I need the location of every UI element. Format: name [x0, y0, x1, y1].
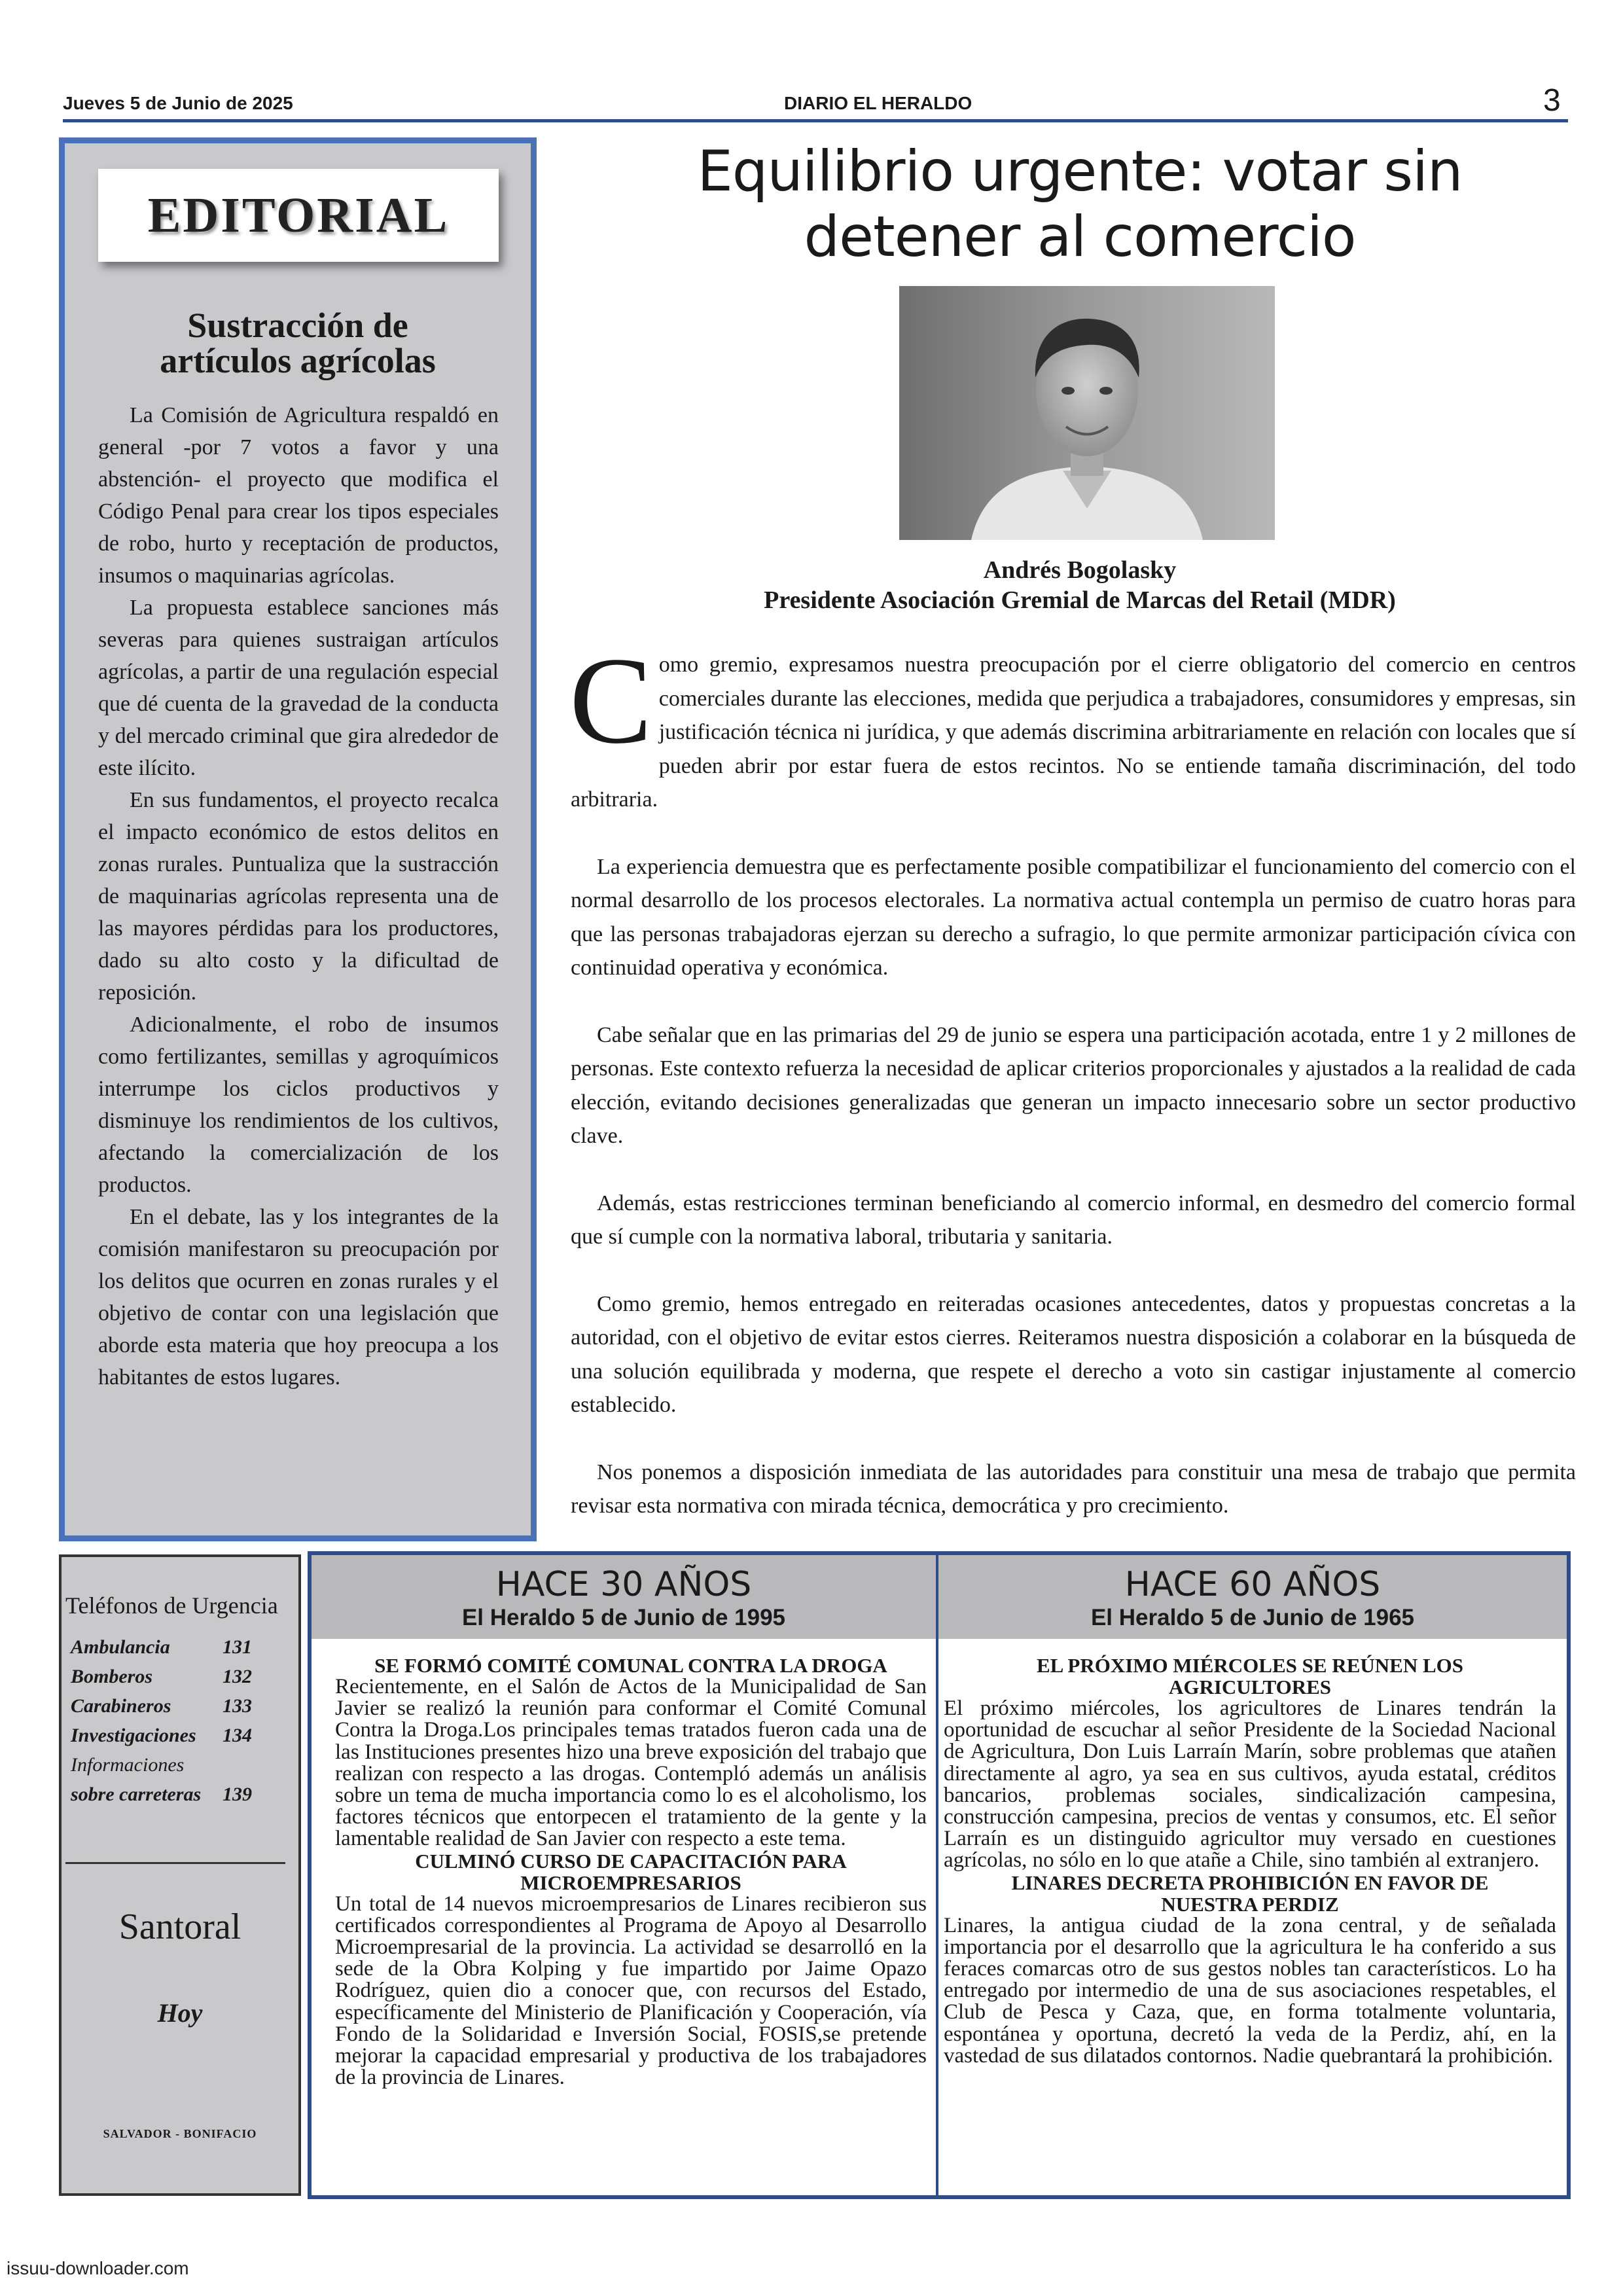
article-headline-line2: detener al comercio: [804, 204, 1356, 270]
editorial-paragraph: En el debate, las y los integrantes de la comisión manifestaron su preocupación por los delitos que ocurren en zonas rurales y el objetivo de contar con una legislación que aborde esta materia que hoy preocupa a los habitantes de estos lugares.: [98, 1205, 499, 1390]
hace30-heading: HACE 30 AÑOS: [495, 1565, 752, 1604]
santoral-names: SALVADOR - BONIFACIO: [103, 2127, 257, 2140]
article-paragraph: Cabe señalar que en las primarias del 29 de junio se espera una participación acotada, entre 1 y 2 millones de personas. Este contexto refuerza la necesidad de aplicar criterios proporcionales y ajustados a la realidad de cada elección, evitando decisiones generalizadas que generan un impacto innecesario sobre un sector productivo clave.: [571, 1022, 1576, 1148]
hace60-content: [944, 1655, 1556, 2067]
hace30-story1-title: SE FORMÓ COMITÉ COMUNAL CONTRA LA DROGA: [374, 1654, 887, 1677]
hace60-story1-title: EL PRÓXIMO MIÉRCOLES SE REÚNEN LOS AGRICULTORES: [1037, 1654, 1463, 1698]
article-paragraph: [569, 632, 1576, 817]
article-paragraph: Además, estas restricciones terminan beneficiando al comercio informal, en desmedro del comercio formal que sí cumple con la normativa laboral, tributaria y sanitaria.: [571, 1191, 1576, 1249]
author-role: Presidente Asociación Gremial de Marcas del Retail (MDR): [764, 586, 1396, 614]
editorial-paragraph: La propuesta establece sanciones más severas para quienes sustraigan artículos agrícolas, a partir de una regulación especial que dé cuenta de la gravedad de la conducta y del mercado criminal que gira alrededor de este ilícito.: [98, 596, 499, 780]
urgency-label: Investigaciones: [71, 1725, 196, 1746]
hace60-heading: HACE 60 AÑOS: [1124, 1565, 1381, 1604]
hace30-subheading: El Heraldo 5 de Junio de 1995: [461, 1605, 786, 1630]
editorial-paragraph: Adicionalmente, el robo de insumos como fertilizantes, semillas y agroquímicos interrumpe los ciclos productivos y disminuye los rendimientos de los cultivos, afectando la comercialización de los productos.: [98, 1013, 499, 1197]
hace30-story2-text: Un total de 14 nuevos microempresarios de Linares recibieron sus certificados correspondientes al Programa de Apoyo al Desarrollo Microempresarial de la provincia. La actividad se desarrolló en la sede de la Obra Kolping y fue impartido por Jaime Opazo Rodríguez, quien dio a conocer que, con recursos del Estado, específicamente del Ministerio de Planificación y Cooperación, vía Fondo de la Solidaridad e Inversión Social, FOSIS,se pretende mejorar la capacidad empresarial y productiva de los trabajadores de la provincia de Linares.: [335, 1892, 927, 2090]
urgency-label: Carabineros: [71, 1695, 171, 1717]
urgency-number: 132: [223, 1666, 252, 1687]
santoral-title: Santoral: [118, 1907, 241, 1947]
article-headline-line1: Equilibrio urgente: votar sin: [697, 139, 1463, 204]
urgency-row: [71, 1725, 267, 1747]
hace60-story1-text: El próximo miércoles, los agricultores de Linares tendrán la oportunidad de escuchar al señor Presidente de la Sociedad Nacional de Agricultura, Don Luis Larraín Marín, sobre problemas que atañen directamente al agro, ya sea en sus cultivos, ayuda estatal, créditos bancarios, problemas sociales, sindicalización campesina, construcción campesina, precios de ventas y consumos, etc. El señor Larraín es un distinguido agricultor muy versado en cuestiones agrícolas, no sólo en lo que atañe a Chile, sino también al extranjero.: [944, 1696, 1556, 1873]
article-headline: [589, 139, 1571, 270]
hace60-subheading: El Heraldo 5 de Junio de 1965: [1090, 1605, 1415, 1630]
page-number: 3: [1543, 83, 1561, 118]
drop-cap: C: [569, 632, 652, 770]
author-credit: [589, 555, 1571, 615]
santoral-today: Hoy: [157, 1998, 203, 2028]
hace30-header: [312, 1555, 936, 1639]
urgency-row: [71, 1636, 267, 1659]
article-paragraph: Nos ponemos a disposición inmediata de las autoridades para constituir una mesa de trabajo que permita revisar esta normativa con mirada técnica, democrática y pro crecimiento.: [571, 1460, 1576, 1518]
author-photo: [899, 286, 1275, 540]
newspaper-name: DIARIO EL HERALDO: [784, 93, 972, 113]
editorial-body: [98, 399, 499, 1393]
article-paragraph: La experiencia demuestra que es perfectamente posible compatibilizar el funcionamiento del comercio con el normal desarrollo de los procesos electorales. La normativa actual contempla un permiso de cuatro horas para que las personas trabajadoras ejerzan su derecho a sufragio, lo que permite armonizar participación cívica con continuidad operativa y económica.: [571, 854, 1576, 980]
urgency-number: 133: [223, 1695, 252, 1717]
article-first-paragraph: omo gremio, expresamos nuestra preocupación por el cierre obligatorio del comercio en centros comerciales durante las elecciones, medida que perjudica a trabajadores, consumidores y empresas, sin justificación técnica ni jurídica, y que además discrimina arbitrariamente en relación con locales que sí pueden abrir por estar fuera de estos recintos. No se entiende tamaña discriminación, del todo arbitraria.: [571, 653, 1576, 812]
author-name: Andrés Bogolasky: [983, 556, 1177, 584]
editorial-title: [79, 308, 517, 378]
editorial-paragraph: La Comisión de Agricultura respaldó en general -por 7 votos a favor y una abstención- el proyecto que modifica el Código Penal para crear los tipos especiales de robo, hurto y receptación de productos, insumos o maquinarias agrícolas.: [98, 403, 499, 588]
urgency-number: 139: [223, 1784, 252, 1805]
urgency-row: [71, 1784, 267, 1806]
urgency-number: 131: [223, 1636, 252, 1658]
editorial-paragraph: En sus fundamentos, el proyecto recalca el impacto económico de estos delitos en zonas rurales. Puntualiza que la sustracción de maquinarias agrícolas representa una de las mayores pérdidas para los productores, dado su alto costo y la dificultad de reposición.: [98, 788, 499, 1005]
urgency-label: Ambulancia: [71, 1636, 170, 1658]
history-column-divider: [936, 1555, 938, 2195]
urgency-row: [71, 1666, 267, 1688]
urgency-divider: [65, 1862, 285, 1864]
editorial-label: [98, 169, 499, 262]
editorial-label-text: EDITORIAL: [147, 188, 450, 243]
issue-date: Jueves 5 de Junio de 2025: [63, 93, 293, 113]
urgency-number: 134: [223, 1725, 252, 1746]
article-paragraph: Como gremio, hemos entregado en reiteradas ocasiones antecedentes, datos y propuestas concretas a la autoridad, con el objetivo de evitar estos cierres. Reiteramos nuestra disposición a colaborar en la búsqueda de una solución equilibrada y moderna, que respete el derecho a voto sin castigar injustamente al comercio establecido.: [571, 1291, 1576, 1417]
header-rule: [63, 119, 1568, 122]
urgency-row: [71, 1695, 267, 1717]
hace60-story2-title: LINARES DECRETA PROHIBICIÓN EN FAVOR DE NUESTRA PERDIZ: [1011, 1871, 1489, 1916]
hace30-story2-title: CULMINÓ CURSO DE CAPACITACIÓN PARA MICROEMPRESARIOS: [415, 1849, 847, 1894]
editorial-title-line1: Sustracción de: [187, 306, 408, 345]
watermark: issuu-downloader.com: [7, 2258, 189, 2278]
article-body: [569, 632, 1576, 1556]
urgency-label: sobre carreteras: [71, 1784, 202, 1805]
editorial-title-line2: artículos agrícolas: [160, 341, 436, 380]
urgency-label: Bomberos: [71, 1666, 153, 1687]
hace30-story1-text: Recientemente, en el Salón de Actos de la Municipalidad de San Javier se realizó la reunión para conformar el Comité Comunal Contra la Droga.Los principales temas tratados fueron cada una de las Instituciones presentes hizo una breve exposición del trabajo que realizan con respecto a las drogas. Contempló además un análisis sobre un tema de mucha importancia como lo es el alcoholismo, los factores técnicos que entorpecen el tratamiento de la gente y la lamentable realidad de San Javier con respecto a este tema.: [335, 1675, 927, 1851]
urgency-info-label: Informaciones: [71, 1754, 185, 1776]
hace60-story2-text: Linares, la antigua ciudad de la zona central, y de señalada importancia por el desarrollo que la agricultura le ha conferido a sus feraces comarcas otro de sus gestos nobles tan característicos. Lo ha entregado por intermedio de una de sus asociaciones respetables, el Club de Pesca y Caza, que, en forma totalmente voluntaria, espontánea y oportuna, decretó la veda de la Perdiz, ahí, en la vastedad de sus dilatados contornos. Nadie quebrantará la prohibición.: [944, 1913, 1556, 2068]
hace30-content: [335, 1655, 927, 2089]
hace60-header: [938, 1555, 1567, 1639]
urgency-title: Teléfonos de Urgencia: [65, 1592, 278, 1619]
